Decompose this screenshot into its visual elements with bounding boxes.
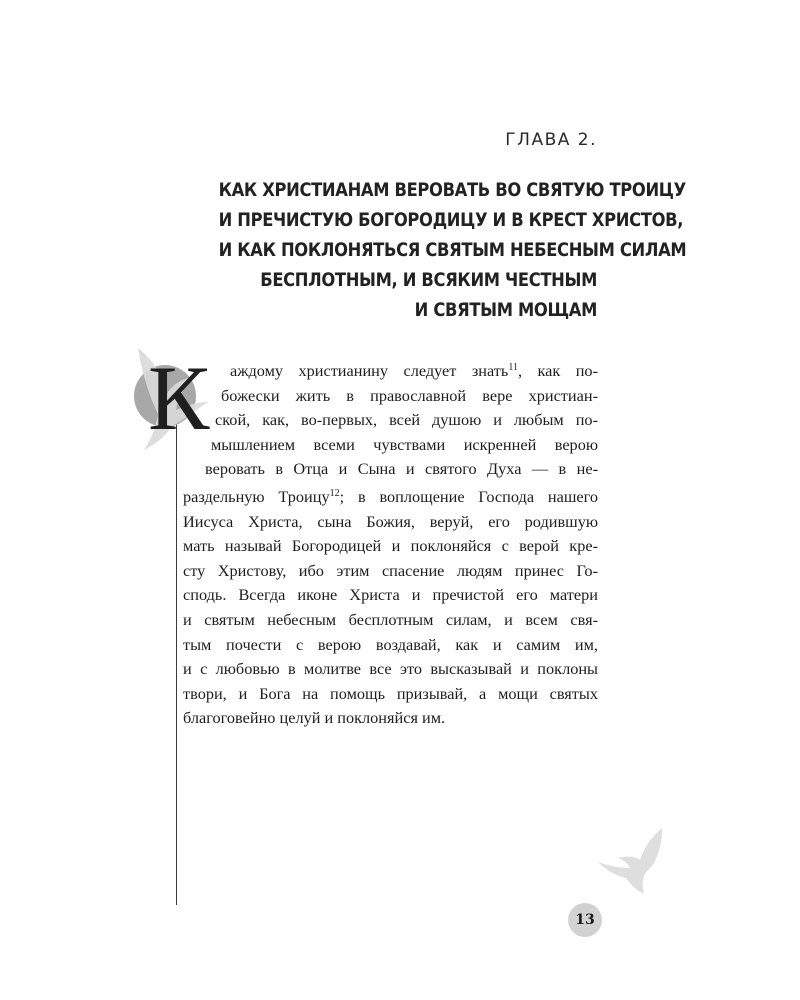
chapter-title-line: БЕСПЛОТНЫМ, И ВСЯКИМ ЧЕСТНЫМ (260, 269, 597, 291)
chapter-label: ГЛАВА 2. (505, 130, 597, 150)
body-line: тым почести с верою воздавай, как и самим им, (183, 634, 598, 654)
chapter-title-line: И КАК ПОКЛОНЯТЬСЯ СВЯТЫМ НЕБЕСНЫМ СИЛАМ (218, 239, 687, 261)
body-line: мышлением всеми чувствами искренней верою (211, 434, 598, 454)
chapter-title-line: И СВЯТЫМ МОЩАМ (414, 299, 597, 321)
body-line: сту Христову, ибо этим спасение людям принес Го- (183, 560, 598, 580)
chapter-title-line: КАК ХРИСТИАНАМ ВЕРОВАТЬ ВО СВЯТУЮ ТРОИЦУ (218, 179, 686, 201)
body-line: ской, как, во-первых, всей душою и любым по- (215, 410, 598, 430)
body-line: и с любовью в молитве все это высказывай и поклоны (183, 659, 598, 679)
footnote-marker: 12 (329, 487, 340, 499)
dove-icon (596, 826, 670, 896)
chapter-title (218, 175, 687, 325)
body-line: божески жить в православной вере христиан- (221, 385, 598, 405)
body-line: и святым небесным бесплотным силам, и всем свя- (183, 609, 598, 629)
footnote-marker: 11 (508, 362, 518, 373)
chapter-title-line: И ПРЕЧИСТУЮ БОГОРОДИЦУ И В КРЕСТ ХРИСТОВ, (218, 209, 684, 231)
page-number: 13 (568, 903, 602, 937)
body-line: сподь. Всегда иконе Христа и пречистой его матери (183, 585, 598, 605)
body-line: твори, и Бога на помощь призывай, а мощи святых (183, 683, 598, 703)
body-line: аждому христианину следует знать$^{11}$, как по- (230, 361, 598, 380)
drop-cap: К (148, 347, 210, 449)
body-line: раздельную Троицу$^{12}$; в воплощение Господа нашего (183, 486, 598, 506)
body-line: благоговейно целуй и поклоняйся им. (183, 708, 446, 728)
body-line: Иисуса Христа, сына Божия, веруй, его родившую (183, 511, 598, 531)
body-paragraph (183, 356, 598, 731)
body-line: мать называй Богородицей и поклоняйся с верой кре- (183, 536, 598, 556)
body-line: веровать в Отца и Сына и святого Духа — в не- (205, 459, 598, 479)
vertical-rule (176, 405, 177, 905)
